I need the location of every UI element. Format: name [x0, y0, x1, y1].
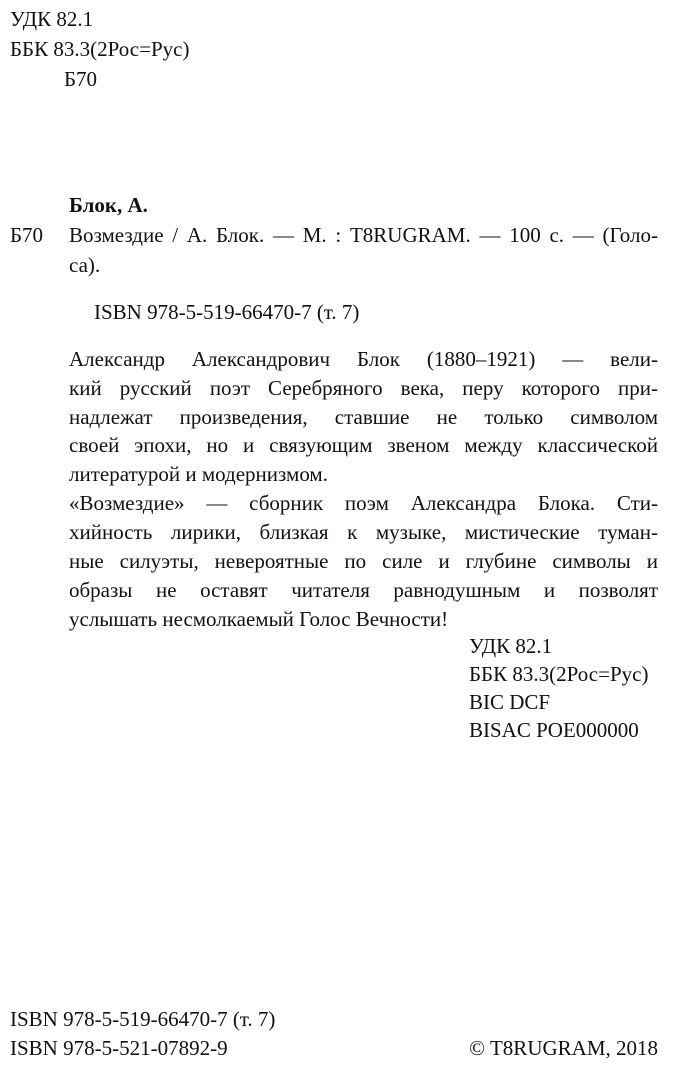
annotation-line: ные силуэты, невероятные по силе и глубине символы и [69, 549, 658, 573]
annotation-line: хийность лирики, близкая к музыке, мистические туман- [69, 520, 658, 544]
author-heading: Блок, А. [69, 193, 148, 217]
bisac-code: BISAC POE000000 [469, 718, 639, 742]
isbn-entry: ISBN 978-5-519-66470-7 (т. 7) [94, 300, 360, 324]
bibliographic-line-1: Возмездие / А. Блок. — М. : T8RUGRAM. — 100 с. — (Голо- [69, 223, 658, 247]
bibliographic-line-2: са). [69, 253, 101, 277]
bic-code: BIC DCF [469, 690, 551, 714]
bbk-code-top: ББК 83.3(2Рос=Рус) [10, 37, 190, 61]
isbn-volume: ISBN 978-5-519-66470-7 (т. 7) [10, 1007, 276, 1031]
author-mark-entry: Б70 [10, 223, 44, 247]
annotation-line: образы не оставят читателя равнодушным и позволят [69, 578, 658, 602]
annotation-line: Александр Александрович Блок (1880–1921) — вели- [69, 347, 658, 371]
annotation-line: литературой и модернизмом. [69, 462, 328, 486]
annotation-line: кий русский поэт Серебряного века, перу которого при- [69, 376, 658, 400]
annotation-line: услышать несмолкаемый Голос Вечности! [69, 607, 449, 631]
udk-code-top: УДК 82.1 [10, 7, 94, 31]
annotation-line: надлежат произведения, ставшие не только символом [69, 405, 658, 429]
annotation-line: своей эпохи, но и связующим звеном между классической [69, 433, 658, 457]
copyright-notice: © T8RUGRAM, 2018 [469, 1036, 658, 1060]
author-mark-top: Б70 [64, 67, 98, 91]
udk-code: УДК 82.1 [469, 634, 553, 658]
annotation-line: «Возмездие» — сборник поэм Александра Блока. Сти- [69, 491, 658, 515]
bbk-code: ББК 83.3(2Рос=Рус) [469, 662, 649, 686]
isbn-series: ISBN 978-5-521-07892-9 [10, 1036, 228, 1060]
